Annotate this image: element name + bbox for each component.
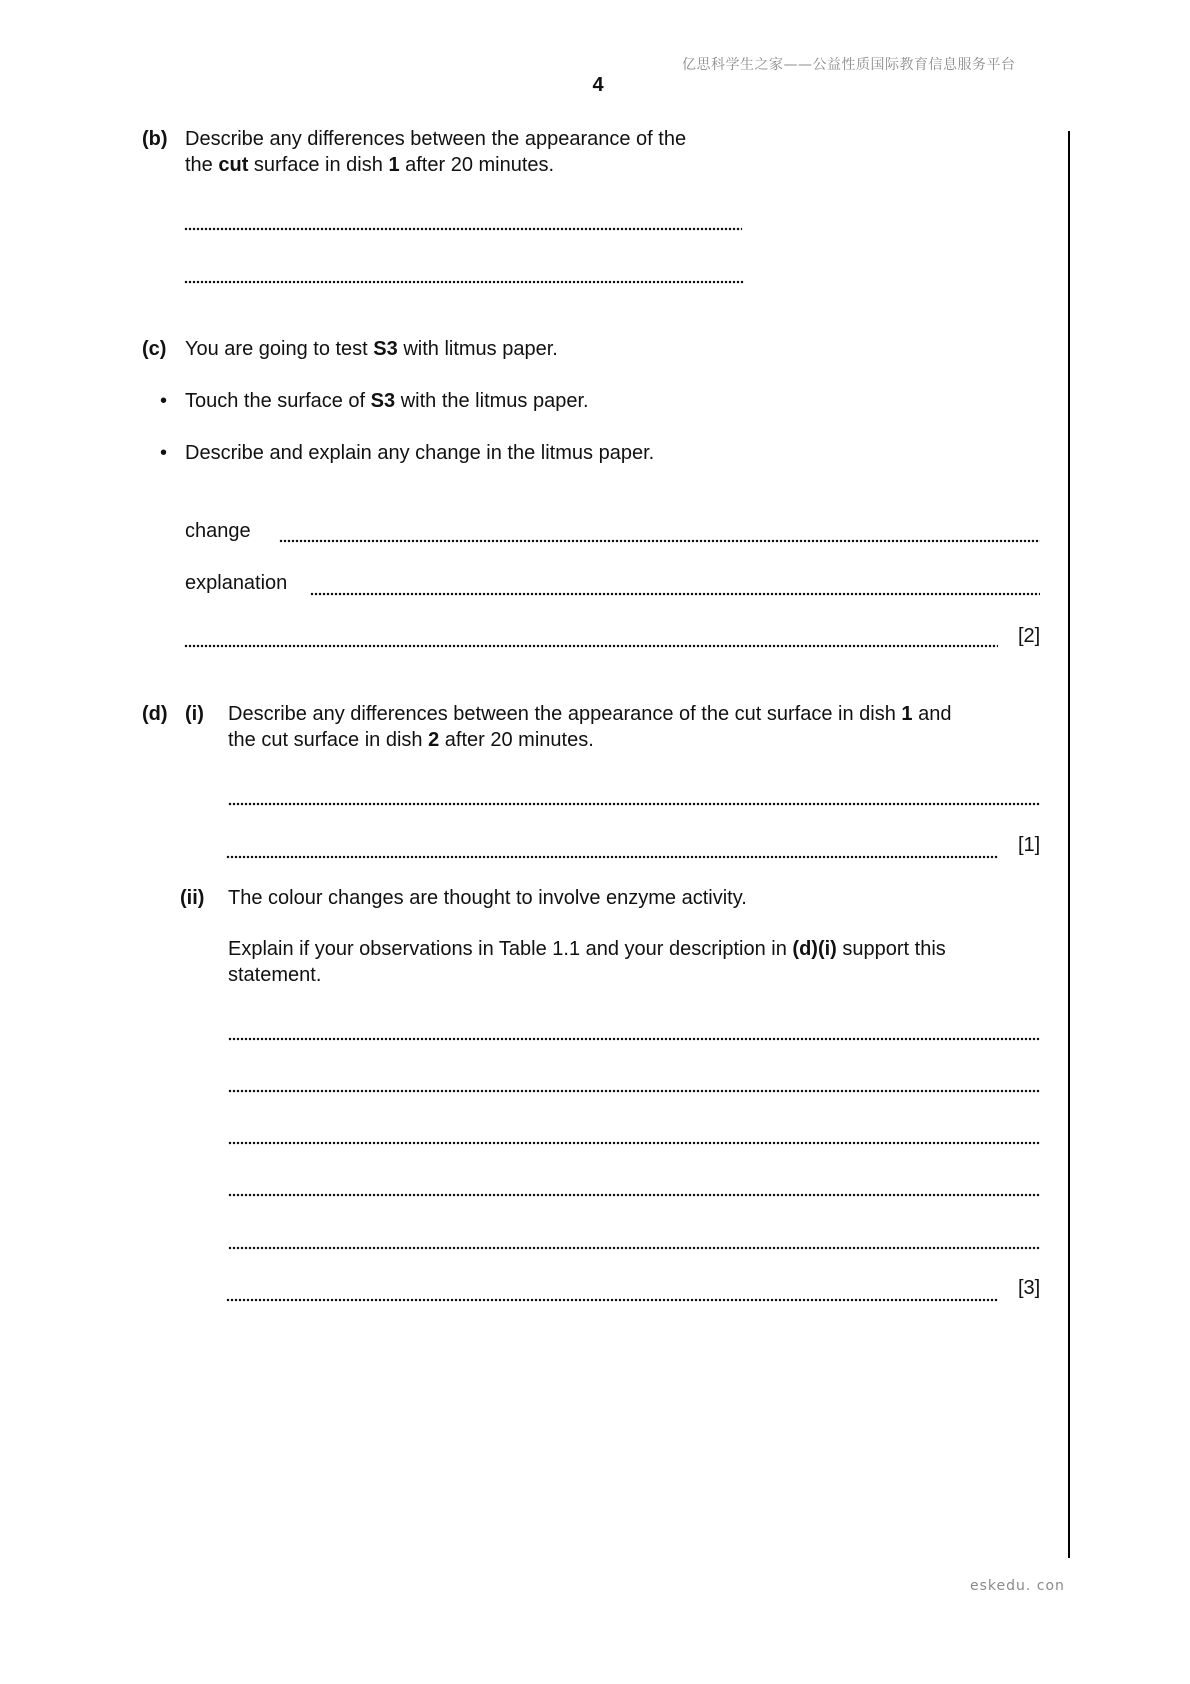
part-c-label: (c) [142, 338, 167, 360]
answer-line[interactable] [184, 227, 742, 231]
part-c-bullet-1: Touch the surface of S3 with the litmus paper. [185, 390, 589, 412]
footer-watermark: eskedu. con [970, 1578, 1065, 1594]
marks-label: [3] [1018, 1277, 1041, 1299]
part-d-ii-line1: The colour changes are thought to involve enzyme activity. [228, 887, 747, 909]
part-b-question-line1: Describe any differences between the appearance of the [185, 128, 687, 150]
explanation-label: explanation [185, 572, 288, 594]
bullet-icon: • [160, 390, 168, 412]
marks-label: [1] [1018, 834, 1041, 856]
answer-line[interactable] [228, 1193, 1040, 1197]
answer-line[interactable] [228, 802, 1040, 806]
part-d-label: (d) [142, 703, 168, 725]
answer-line[interactable] [228, 1246, 1040, 1250]
answer-line[interactable] [228, 1141, 1040, 1145]
answer-line[interactable] [226, 855, 998, 859]
answer-line[interactable] [184, 644, 998, 648]
part-b-label: (b) [142, 128, 168, 150]
marks-label: [2] [1018, 625, 1041, 647]
part-b-question-line2: the cut surface in dish 1 after 20 minutes. [185, 154, 555, 176]
answer-line[interactable] [228, 1037, 1040, 1041]
change-answer-line[interactable] [279, 539, 1040, 543]
change-label: change [185, 520, 251, 542]
part-d-ii-line2: Explain if your observations in Table 1.1 and your description in (d)(i) support this [228, 938, 946, 960]
explanation-answer-line[interactable] [310, 592, 1040, 596]
part-d-ii-line3: statement. [228, 964, 322, 986]
bullet-icon: • [160, 442, 168, 464]
part-c-intro: You are going to test S3 with litmus paper. [185, 338, 558, 360]
header-watermark: 亿思科学生之家——公益性质国际教育信息服务平台 [682, 57, 1016, 73]
answer-line[interactable] [228, 1089, 1040, 1093]
part-d-i-question-line2: the cut surface in dish 2 after 20 minutes. [228, 729, 594, 751]
margin-line [1068, 131, 1070, 1558]
part-d-ii-label: (ii) [180, 887, 205, 909]
answer-line[interactable] [226, 1298, 998, 1302]
answer-line[interactable] [184, 280, 744, 284]
part-d-i-label: (i) [185, 703, 204, 725]
part-c-bullet-2: Describe and explain any change in the litmus paper. [185, 442, 655, 464]
part-d-i-question-line1: Describe any differences between the appearance of the cut surface in dish 1 and [228, 703, 952, 725]
page-number: 4 [592, 74, 604, 96]
